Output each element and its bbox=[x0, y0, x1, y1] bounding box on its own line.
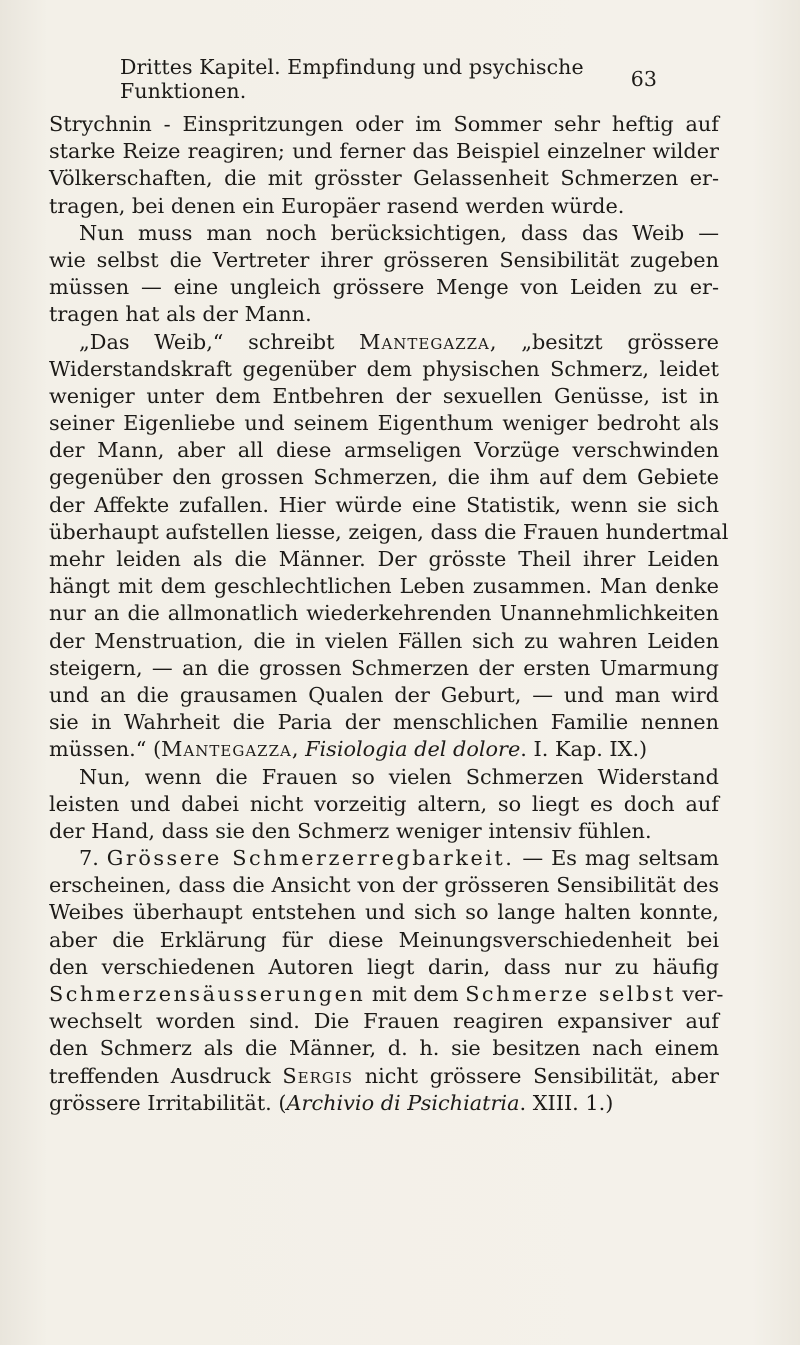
text-line bbox=[49, 1063, 719, 1090]
text-line: seiner Eigenliebe und seinem Eigenthum weniger bedroht als bbox=[49, 411, 719, 436]
section-heading-line bbox=[49, 845, 719, 872]
text-line: der Mann, aber all diese armseligen Vorzüge verschwinden bbox=[49, 438, 719, 463]
text-line: überhaupt aufstellen liesse, zeigen, dass die Frauen hundertmal bbox=[49, 519, 729, 544]
text-line: Strychnin - Einspritzungen oder im Sommer sehr heftig auf bbox=[49, 112, 719, 136]
text-line: wie selbst die Vertreter ihrer grösseren Sensibilität zugeben bbox=[49, 247, 719, 272]
section-number: 7. bbox=[79, 846, 107, 871]
text-line: der Hand, dass sie den Schmerz weniger intensiv fühlen. bbox=[49, 818, 652, 843]
author-name: Mantegazza bbox=[359, 329, 490, 354]
body-text bbox=[49, 111, 729, 1117]
text-run: „Das Weib,“ schreibt bbox=[79, 329, 360, 354]
text-line: den Schmerz als die Männer, d. h. sie besitzen nach einem bbox=[49, 1036, 719, 1061]
chapter-title: Drittes Kapitel. Empfindung und psychische Funktionen. bbox=[120, 55, 584, 103]
text-line: mehr leiden als die Männer. Der grösste Theil ihrer Leiden bbox=[49, 547, 719, 571]
text-line: nur an die allmonatlich wiederkehrenden Unannehmlichkeiten bbox=[49, 601, 719, 626]
running-head bbox=[120, 55, 657, 103]
text-line: steigern, — an die grossen Schmerzen der ersten Umarmung bbox=[49, 655, 719, 680]
text-line: Nun muss man noch berücksichtigen, dass das Weib — bbox=[79, 220, 719, 245]
text-line: müssen — eine ungleich grössere Menge von Leiden zu er- bbox=[49, 275, 719, 300]
text-run: . XIII. 1.) bbox=[519, 1090, 614, 1115]
author-name: Sergis bbox=[282, 1063, 354, 1088]
text-line bbox=[49, 1090, 719, 1117]
text-line bbox=[49, 329, 719, 356]
text-line: sie in Wahrheit die Paria der menschlichen Familie nennen bbox=[49, 710, 719, 735]
text-line: Nun, wenn die Frauen so vielen Schmerzen Widerstand bbox=[79, 764, 719, 789]
text-line: gegenüber den grossen Schmerzen, die ihm auf dem Gebiete bbox=[49, 465, 719, 490]
section-heading: Grössere Schmerzerregbarkeit. bbox=[106, 846, 515, 871]
text-run: . I. Kap. IX.) bbox=[520, 737, 648, 762]
text-line: Völkerschaften, die mit grösster Gelassenheit Schmerzen er- bbox=[49, 166, 719, 191]
emphasis: Schmerze selbst bbox=[465, 982, 676, 1006]
text-line: den verschiedenen Autoren liegt darin, dass nur zu häufig bbox=[49, 954, 719, 979]
text-line: hängt mit dem geschlechtlichen Leben zusammen. Man denke bbox=[49, 574, 719, 599]
text-run: mit dem bbox=[365, 982, 466, 1006]
text-run: , bbox=[291, 737, 306, 762]
text-line: der Affekte zufallen. Hier würde eine Statistik, wenn sie sich bbox=[49, 492, 719, 517]
text-line: Weibes überhaupt entstehen und sich so lange halten konnte, bbox=[49, 900, 719, 925]
book-title: Fisiologia del dolore bbox=[305, 737, 521, 762]
text-run: ver- bbox=[675, 982, 724, 1006]
text-line: tragen, bei denen ein Europäer rasend werden würde. bbox=[49, 193, 625, 218]
text-line: aber die Erklärung für diese Meinungsverschiedenheit bei bbox=[49, 927, 719, 952]
text-line: tragen hat als der Mann. bbox=[49, 302, 312, 327]
text-run: müssen.“ ( bbox=[49, 737, 162, 762]
text-line: Widerstandskraft gegenüber dem physischen Schmerz, leidet bbox=[49, 356, 719, 381]
journal-title: Archivio di Psichiatria bbox=[286, 1090, 520, 1115]
text-line: erscheinen, dass die Ansicht von der grösseren Sensibilität des bbox=[49, 873, 719, 898]
text-run: grössere Irritabilität. ( bbox=[49, 1090, 287, 1115]
text-run: — Es mag seltsam bbox=[514, 846, 720, 871]
text-line: und an die grausamen Qualen der Geburt, — und man wird bbox=[49, 682, 719, 707]
text-line: wechselt worden sind. Die Frauen reagiren expansiver auf bbox=[49, 1009, 719, 1034]
text-run: treffenden Ausdruck bbox=[49, 1063, 283, 1088]
text-line: der Menstruation, die in vielen Fällen sich zu wahren Leiden bbox=[49, 628, 719, 653]
text-line: leisten und dabei nicht vorzeitig altern, so liegt es doch auf bbox=[49, 791, 719, 816]
text-run: , „besitzt grössere bbox=[489, 329, 719, 354]
text-line: weniger unter dem Entbehren der sexuellen Genüsse, ist in bbox=[49, 383, 719, 408]
text-line bbox=[49, 736, 719, 763]
text-line bbox=[49, 981, 724, 1008]
page-number: 63 bbox=[630, 67, 657, 91]
author-name: Mantegazza bbox=[161, 737, 292, 762]
emphasis: Schmerzensäusserungen bbox=[49, 982, 366, 1006]
text-line: starke Reize reagiren; und ferner das Beispiel einzelner wilder bbox=[49, 139, 719, 164]
text-run: nicht grössere Sensibilität, aber bbox=[353, 1063, 719, 1088]
